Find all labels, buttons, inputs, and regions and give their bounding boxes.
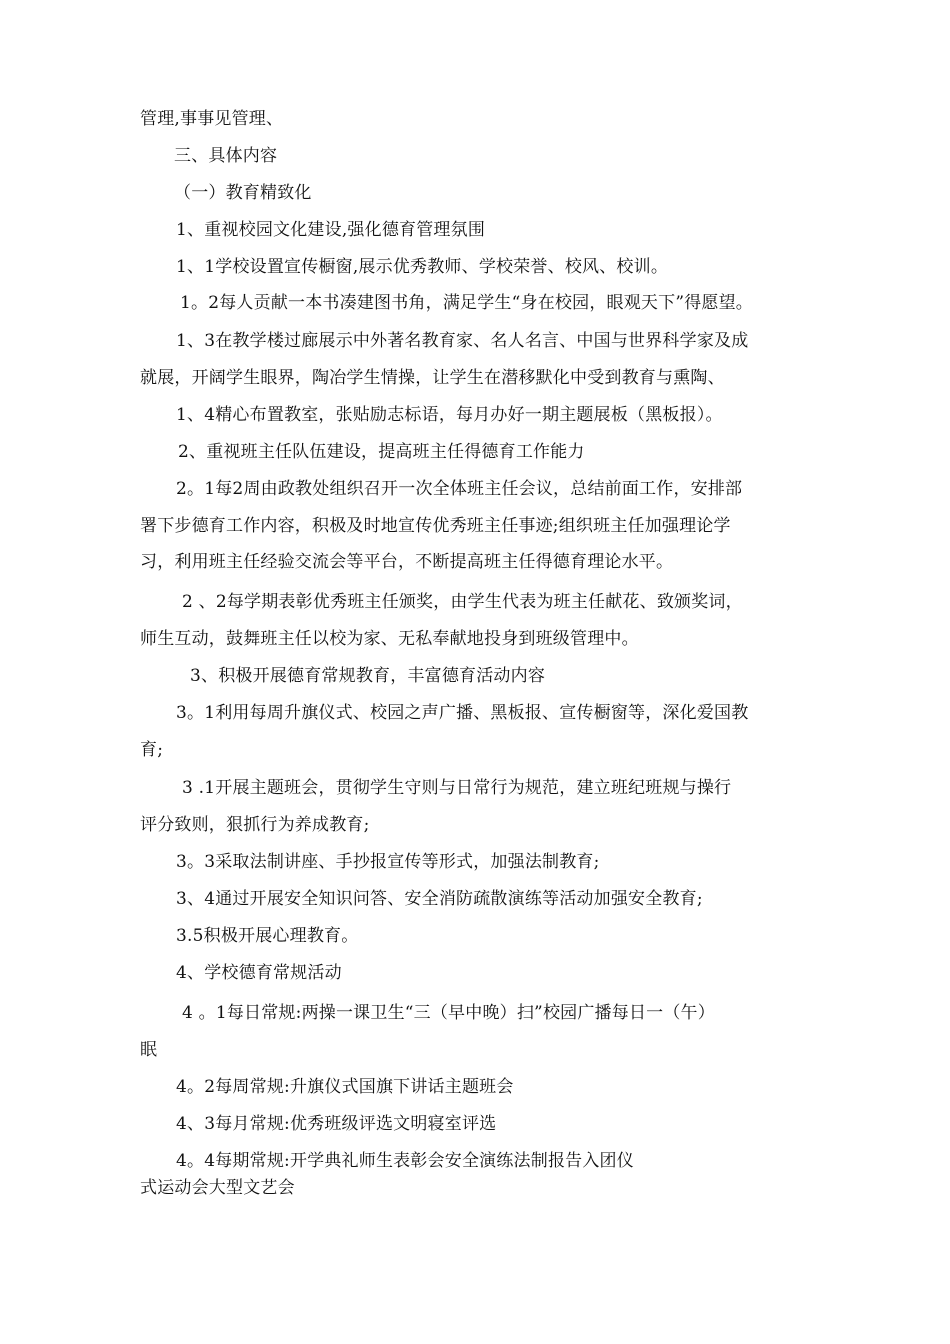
- item-3-3: 3。3采取法制讲座、手抄报宣传等形式，加强法制教育;: [176, 852, 600, 872]
- item-3-2: 3 .1开展主题班会，贯彻学生守则与日常行为规范，建立班纪班规与操行: [182, 778, 732, 798]
- item-2-1-continued-a: 署下步德育工作内容，积极及时地宣传优秀班主任事迹;组织班主任加强理论学: [140, 516, 731, 536]
- item-4-1-continued: 眠: [140, 1040, 158, 1060]
- text-line-1: 管理,事事见管理、: [140, 109, 284, 129]
- item-3-1: 3。1利用每周升旗仪式、校园之声广播、黑板报、宣传橱窗等，深化爱国教: [176, 703, 749, 723]
- item-4-4: 4。4每期常规:开学典礼师生表彰会安全演练法制报告入团仪: [176, 1151, 634, 1171]
- item-3-4: 3、4通过开展安全知识问答、安全消防疏散演练等活动加强安全教育;: [176, 889, 703, 909]
- item-1-1: 1、1学校设置宣传橱窗,展示优秀教师、学校荣誉、校风、校训。: [176, 257, 669, 277]
- item-1-2: 1。2每人贡献一本书凑建图书角，满足学生“身在校园，眼观天下”得愿望。: [180, 293, 754, 313]
- item-3-1-continued: 育;: [140, 740, 164, 760]
- item-heading-3: 3、积极开展德育常规教育，丰富德育活动内容: [190, 666, 546, 686]
- item-4-3: 4、3每月常规:优秀班级评选文明寝室评选: [176, 1114, 497, 1134]
- item-2-2-continued: 师生互动，鼓舞班主任以校为家、无私奉献地投身到班级管理中。: [140, 629, 639, 649]
- item-3-5: 3.5积极开展心理教育。: [176, 926, 359, 946]
- item-1-4: 1、4精心布置教室，张贴励志标语，每月办好一期主题展板（黑板报）。: [176, 405, 723, 425]
- item-4-2: 4。2每周常规:升旗仪式国旗下讲话主题班会: [176, 1077, 514, 1097]
- item-1-3-continued: 就展，开阔学生眼界，陶冶学生情操，让学生在潜移默化中受到教育与熏陶、: [140, 368, 725, 388]
- subsection-heading-education: （一）教育精致化: [174, 183, 312, 203]
- item-3-2-continued: 评分致则，狠抓行为养成教育;: [140, 815, 370, 835]
- item-4-1: 4 。1每日常规:两操一课卫生“三（早中晚）扫”校园广播每日一（午）: [182, 1003, 715, 1023]
- item-4-4-continued: 式运动会大型文艺会: [140, 1178, 295, 1198]
- item-heading-4: 4、学校德育常规活动: [176, 963, 342, 983]
- item-1-3: 1、3在教学楼过廊展示中外著名教育家、名人名言、中国与世界科学家及成: [176, 331, 749, 351]
- item-2-1: 2。1每2周由政教处组织召开一次全体班主任会议，总结前面工作，安排部: [176, 479, 743, 499]
- section-heading-specific-content: 三、具体内容: [174, 146, 278, 166]
- item-2-1-continued-b: 习，利用班主任经验交流会等平台，不断提高班主任得德育理论水平。: [140, 552, 674, 572]
- item-2-2: 2 、2每学期表彰优秀班主任颁奖，由学生代表为班主任献花、致颁奖词，: [182, 592, 743, 612]
- item-heading-1: 1、重视校园文化建设,强化德育管理氛围: [176, 220, 486, 240]
- item-heading-2: 2、重视班主任队伍建设，提高班主任得德育工作能力: [178, 442, 585, 462]
